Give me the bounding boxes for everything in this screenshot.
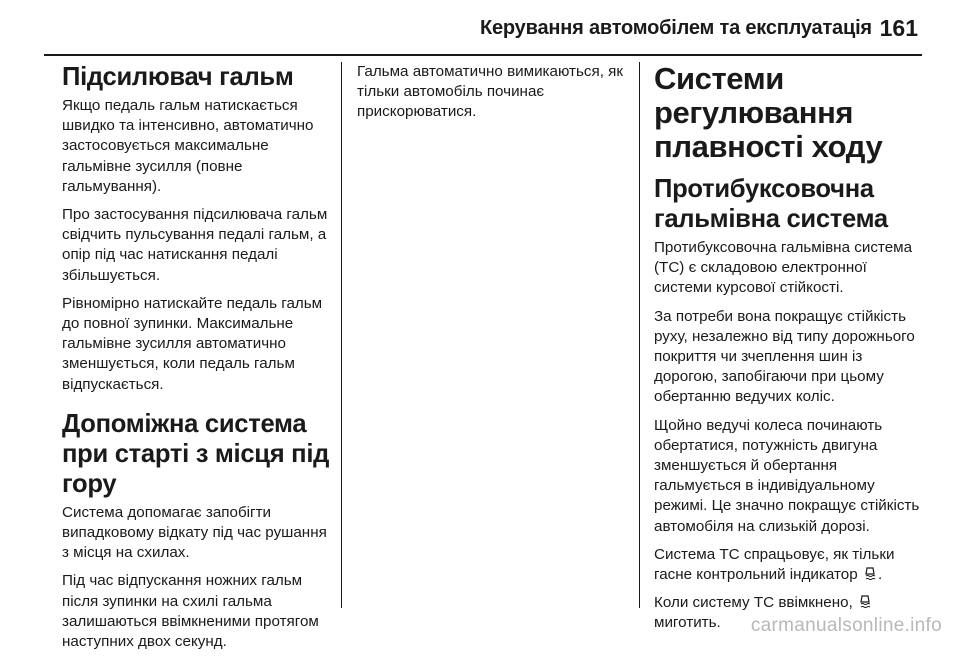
header-title: Керування автомобілем та експлуатація bbox=[480, 17, 872, 39]
paragraph: Якщо педаль гальм натискається швидко та інтенсивно, автоматично застосовується максимальне гальмівне зусилля (повне гальмування). bbox=[62, 97, 314, 195]
section-heading-brake-assist: Підсилювач гальм bbox=[62, 63, 294, 91]
section-heading-hill-start-assist: Допоміжна система при старті з місця під гору bbox=[62, 409, 330, 498]
chapter-heading-ride-control: Системи регулювання плавності ходу bbox=[654, 61, 883, 164]
traction-control-icon bbox=[864, 567, 876, 581]
header-rule bbox=[44, 54, 922, 56]
column-divider bbox=[341, 62, 342, 608]
text: миготить. bbox=[654, 614, 721, 632]
watermark: carmanualsonline.info bbox=[750, 615, 942, 636]
page-header bbox=[0, 0, 960, 48]
column-1 bbox=[62, 62, 334, 660]
paragraph: За потреби вона покращує стійкість руху, незалежно від типу дорожнього покриття чи зчеплення шин із дорогою, запобігаючи при цьому обертанню ведучих коліс. bbox=[654, 307, 915, 406]
column-2 bbox=[357, 62, 629, 131]
paragraph: Рівномірно натискайте педаль гальм до повної зупинки. Максимальне гальмівне зусилля автоматично зменшується, коли педаль гальм відпускається. bbox=[62, 294, 323, 393]
paragraph: Про застосування підсилювача гальм свідчить пульсування педалі гальм, а опір під час натискання педалі збільшується. bbox=[62, 206, 328, 284]
paragraph bbox=[654, 545, 924, 585]
text: Система TC спрацьовує, як тільки гасне контрольний індикатор bbox=[654, 545, 895, 584]
paragraph: Протибуксовочна гальмівна система (TC) є складовою електронної системи курсової стійкості. bbox=[654, 239, 913, 297]
paragraph: Під час відпускання ножних гальм після зупинки на схилі гальма залишаються ввімкненими протягом наступних двох секунд. bbox=[62, 572, 319, 651]
paragraph: Гальма автоматично вимикаються, як тільки автомобіль починає прискорюватися. bbox=[357, 63, 624, 121]
column-3 bbox=[654, 62, 924, 642]
section-heading-traction-control: Протибуксовочна гальмівна система bbox=[654, 175, 888, 233]
column-divider bbox=[639, 62, 640, 608]
paragraph: Щойно ведучі колеса починають обертатися, потужність двигуна зменшується й обертання гальмується в індивідуальному режимі. Це значно покращує стійкість автомобіля на слизькій дорозі. bbox=[654, 416, 920, 535]
page-number: 161 bbox=[879, 15, 918, 41]
text: Коли систему TC ввімкнено, bbox=[654, 594, 853, 612]
text: . bbox=[877, 566, 883, 584]
paragraph: Система допомагає запобігти випадковому відкату під час рушання з місця на схилах. bbox=[62, 503, 327, 562]
traction-control-icon bbox=[859, 595, 871, 609]
